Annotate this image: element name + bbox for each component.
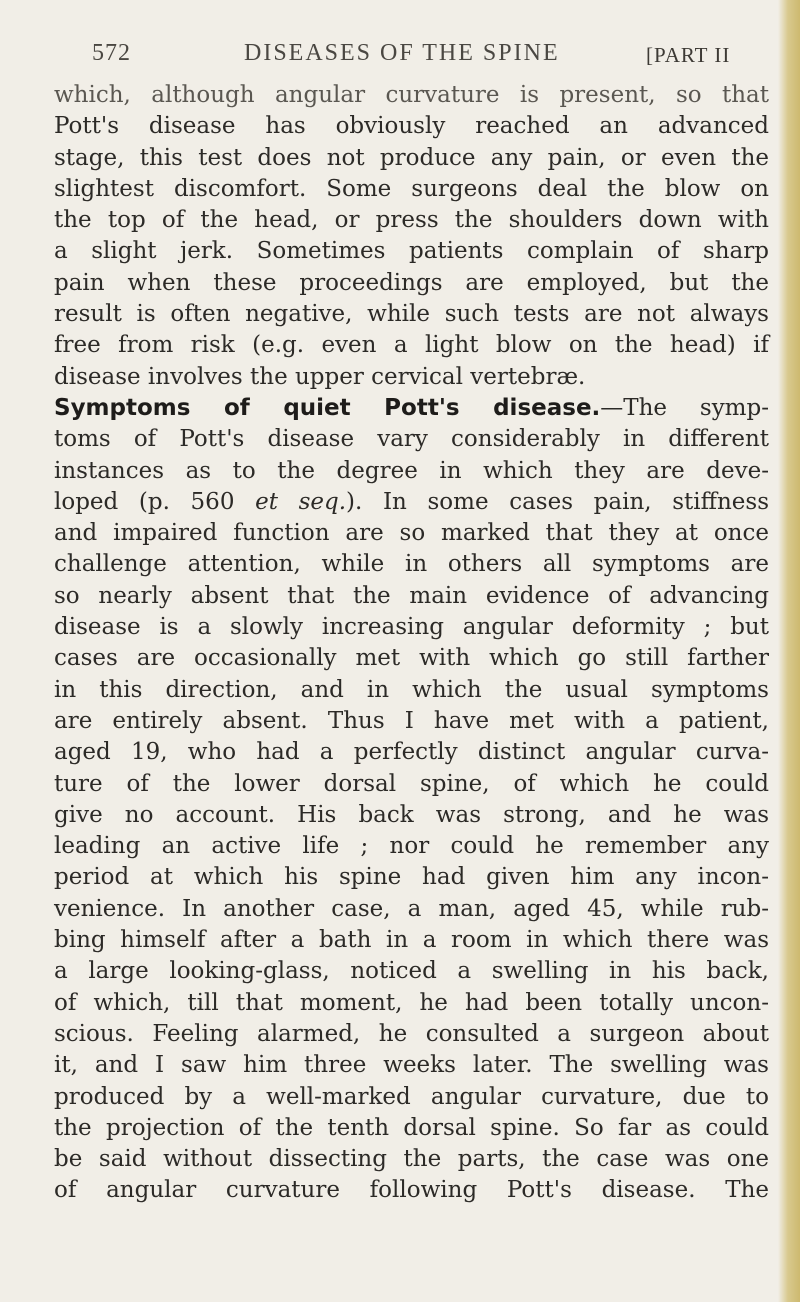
- section-symptoms: [54, 393, 769, 1207]
- text-line: toms of Pott's disease vary considerably in different: [54, 426, 769, 453]
- text-line: be said without dissecting the parts, the case was one: [54, 1146, 769, 1173]
- text-line: and impaired function are so marked that they at once: [54, 520, 769, 547]
- paragraph-1: [54, 80, 769, 393]
- text-line: which, although angular curvature is present, so that: [54, 82, 769, 108]
- text-line: stage, this test does not produce any pain, or even the: [54, 144, 769, 171]
- text-line: disease is a slowly increasing angular deformity ; but: [54, 614, 769, 641]
- text-line: the top of the head, or press the shoulders down with: [54, 207, 769, 234]
- text-line: Pott's disease has obviously reached an advanced: [54, 113, 769, 140]
- running-title: DISEASES OF THE SPINE: [244, 40, 560, 66]
- page-number: 572: [92, 40, 131, 66]
- text-line-with-italic: [54, 487, 769, 518]
- text-line: venience. In another case, a man, aged 45, while rub-: [54, 895, 769, 922]
- text-line: period at which his spine had given him any incon-: [54, 864, 769, 891]
- text-line: cases are occasionally met with which go still farther: [54, 645, 769, 672]
- text-line: it, and I saw him three weeks later. The swelling was: [54, 1052, 769, 1079]
- text-line: give no account. His back was strong, and he was: [54, 801, 769, 828]
- text-line: free from risk (e.g. even a light blow on the head) if: [54, 332, 769, 359]
- text-line: produced by a well-marked angular curvature, due to: [54, 1083, 769, 1110]
- heading-continuation: —The symp-: [600, 394, 769, 421]
- part-label: [PART II: [646, 43, 731, 67]
- text-line: ture of the lower dorsal spine, of which he could: [54, 770, 769, 797]
- text-line: instances as to the degree in which they are deve-: [54, 457, 769, 484]
- text-line: a slight jerk. Sometimes patients complain of sharp: [54, 238, 769, 265]
- page-edge: [778, 0, 800, 1302]
- text-line: challenge attention, while in others all symptoms are: [54, 551, 769, 578]
- page-header: [92, 40, 772, 76]
- line-4-pre: loped (p. 560: [54, 488, 256, 515]
- section-heading: Symptoms of quiet Pott's disease.: [54, 394, 601, 421]
- body-text: [54, 80, 769, 1207]
- text-line: pain when these proceedings are employed, but the: [54, 269, 769, 296]
- text-line: aged 19, who had a perfectly distinct angular curva-: [54, 739, 769, 766]
- italic-et-seq: et seq.: [255, 488, 347, 515]
- text-line: result is often negative, while such tests are not always: [54, 301, 769, 328]
- text-line: are entirely absent. Thus I have met with a patient,: [54, 707, 769, 734]
- text-line: scious. Feeling alarmed, he consulted a surgeon about: [54, 1020, 769, 1047]
- section-first-line: [54, 393, 769, 424]
- text-line: slightest discomfort. Some surgeons deal the blow on: [54, 175, 769, 202]
- line-4-post: ). In some cases pain, stiffness: [346, 488, 769, 515]
- text-line: of angular curvature following Pott's disease. The: [54, 1177, 769, 1204]
- text-line: a large looking-glass, noticed a swelling in his back,: [54, 958, 769, 985]
- text-line: in this direction, and in which the usual symptoms: [54, 676, 769, 703]
- text-line: the projection of the tenth dorsal spine. So far as could: [54, 1114, 769, 1141]
- text-line: disease involves the upper cervical vertebræ.: [54, 363, 586, 390]
- text-line: bing himself after a bath in a room in which there was: [54, 927, 769, 954]
- text-line: of which, till that moment, he had been totally uncon-: [54, 989, 769, 1016]
- text-line: so nearly absent that the main evidence of advancing: [54, 582, 769, 609]
- text-line: leading an active life ; nor could he remember any: [54, 833, 769, 860]
